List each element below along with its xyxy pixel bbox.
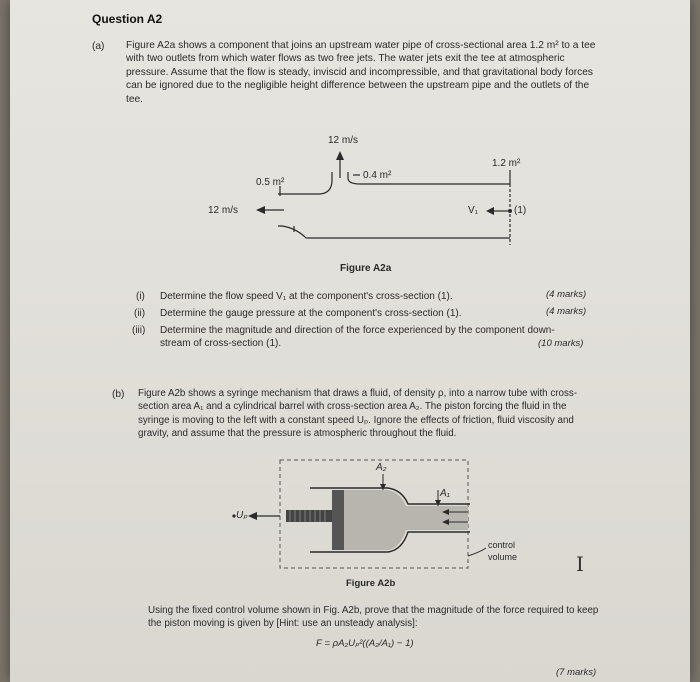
question-i-text: Determine the flow speed V₁ at the component's cross-section (1). bbox=[160, 291, 453, 302]
part-b-text: Figure A2b shows a syringe mechanism that draws a fluid, of density ρ, into a narrow tube with cross-section area A₁ and a cylindrical barrel with cross-section area A₂. The piston forcing the fluid in the syringe is moving to the left with a constant speed Uₚ. Ignore the effects of friction, fluid viscosity and gravity, and assume that the pressure is atmospheric throughout the fluid. bbox=[138, 388, 578, 440]
label-section-1: (1) bbox=[514, 205, 527, 216]
label-up: Uₚ bbox=[236, 510, 248, 521]
label-area-pipe: 1.2 m² bbox=[492, 158, 521, 169]
part-b-prompt: Using the fixed control volume shown in Fig. A2b, prove that the magnitude of the force required to keep the piston moving is given by [Hint: use an unsteady analysis]: bbox=[148, 605, 599, 629]
label-volume: volume bbox=[488, 552, 518, 562]
label-speed-top: 12 m/s bbox=[328, 135, 359, 146]
caption-figure-a2b: Figure A2b bbox=[346, 578, 396, 589]
question-iii-text-cont: stream of cross-section (1). bbox=[160, 338, 282, 349]
part-a-text: Figure A2a shows a component that joins an upstream water pipe of cross-sectional area 1.2 m² to a tee with two outlets from which water flows as two free jets. The water jets exit the tee at atmospheric pressure. Assume that the flow is steady, inviscid and incompressible, and that gravitational body forces can be ignored due to the negligible height difference between the upstream pipe and the outlets of the tee. bbox=[126, 40, 596, 105]
label-area-top: 0.4 m² bbox=[363, 170, 392, 181]
piston-head bbox=[332, 490, 344, 550]
label-speed-left: 12 m/s bbox=[208, 205, 239, 216]
label-a1: A₁ bbox=[440, 488, 450, 499]
label-velocity-v1: V₁ bbox=[468, 205, 479, 216]
piston-velocity-arrowhead bbox=[248, 512, 257, 520]
question-iii-text: Determine the magnitude and direction of the force experienced by the component down- bbox=[160, 325, 555, 336]
label-control: control bbox=[488, 540, 516, 550]
question-i-number: (i) bbox=[136, 291, 145, 302]
text-cursor-icon: I bbox=[576, 552, 584, 576]
question-ii-text: Determine the gauge pressure at the component's cross-section (1). bbox=[160, 308, 462, 319]
question-iii-marks: (10 marks) bbox=[538, 338, 584, 349]
label-a2: A₂ bbox=[376, 462, 387, 473]
question-title: Question A2 bbox=[92, 12, 163, 26]
question-ii-marks: (4 marks) bbox=[546, 306, 587, 317]
exam-page bbox=[10, 0, 690, 682]
caption-figure-a2a: Figure A2a bbox=[340, 263, 392, 274]
part-b-formula: F = ρA₂Uₚ²((A₂/A₁) − 1) bbox=[316, 638, 414, 649]
question-i-marks: (4 marks) bbox=[546, 289, 587, 300]
part-b-marks: (7 marks) bbox=[556, 667, 597, 678]
part-b-label: (b) bbox=[112, 389, 125, 400]
label-area-left: 0.5 m² bbox=[256, 177, 285, 188]
question-ii-number: (ii) bbox=[134, 308, 146, 319]
part-a-label: (a) bbox=[92, 41, 105, 52]
question-iii-number: (iii) bbox=[132, 325, 146, 336]
